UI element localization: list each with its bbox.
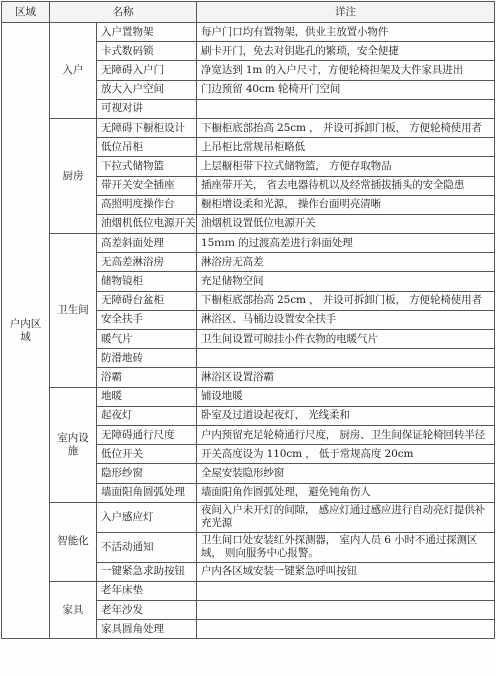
table-row xyxy=(2,387,495,406)
item-note-cell: 卧室及过道设起夜灯， 光线柔和 xyxy=(197,406,495,425)
item-note-cell: 净宽达到 1m 的入户尺寸，方便轮椅担架及大件家具进出 xyxy=(197,61,495,80)
item-note-cell: 下橱柜底部抬高 25cm ， 并设可拆卸门板， 方便轮椅使用者 xyxy=(197,291,495,310)
table-row xyxy=(2,581,495,600)
table-header-row xyxy=(2,2,495,23)
subarea-cell: 入户 xyxy=(50,23,97,119)
item-note-cell: 每户门口均有置物架，供业主放置小物件 xyxy=(197,23,495,42)
item-name-cell: 不活动通知 xyxy=(97,532,197,562)
header-region: 区域 xyxy=(2,2,50,23)
item-name-cell: 无障碍台盆柜 xyxy=(97,291,197,310)
item-note-cell xyxy=(197,601,495,620)
item-note-cell: 全屋安装隐形纱窗 xyxy=(197,464,495,483)
item-name-cell: 老年床垫 xyxy=(97,581,197,600)
item-name-cell: 浴霸 xyxy=(97,368,197,387)
item-name-cell: 下拉式储物篮 xyxy=(97,157,197,176)
item-note-cell xyxy=(197,581,495,600)
item-name-cell: 入户置物架 xyxy=(97,23,197,42)
subarea-cell: 室内设施 xyxy=(50,387,97,502)
item-note-cell: 橱柜增设柔和光源， 操作台面明亮清晰 xyxy=(197,195,495,214)
item-name-cell: 卡式数码锁 xyxy=(97,42,197,61)
item-note-cell xyxy=(197,99,495,118)
item-name-cell: 低位开关 xyxy=(97,445,197,464)
item-name-cell: 一键紧急求助按钮 xyxy=(97,562,197,581)
item-note-cell: 插座带开关， 省去电器待机以及经常插拔插头的安全隐患 xyxy=(197,176,495,195)
item-note-cell: 上吊柜比常规吊柜略低 xyxy=(197,138,495,157)
item-name-cell: 带开关安全插座 xyxy=(97,176,197,195)
region-cell: 户内区域 xyxy=(2,23,50,639)
item-name-cell: 地暖 xyxy=(97,387,197,406)
item-note-cell: 墙面阳角作圆弧处理， 避免钝角伤人 xyxy=(197,483,495,502)
item-name-cell: 起夜灯 xyxy=(97,406,197,425)
item-note-cell: 油烟机设置低位电源开关 xyxy=(197,214,495,233)
item-note-cell: 户内各区域安装一键紧急呼叫按钮 xyxy=(197,562,495,581)
item-name-cell: 老年沙发 xyxy=(97,601,197,620)
item-note-cell: 淋浴区设置浴霸 xyxy=(197,368,495,387)
item-note-cell: 户内预留充足轮椅通行尺度， 厨房、卫生间保证轮椅回转半径 xyxy=(197,425,495,444)
item-note-cell: 门边预留 40cm 轮椅开门空间 xyxy=(197,80,495,99)
item-name-cell: 无障碍入户门 xyxy=(97,61,197,80)
table-row xyxy=(2,502,495,532)
item-name-cell: 高差斜面处理 xyxy=(97,234,197,253)
item-note-cell: 夜间入户未开灯的间隙， 感应灯通过感应进行自动亮灯提供补充光源 xyxy=(197,502,495,532)
item-note-cell: 卫生间口处安装红外探测器， 室内人员 6 小时不通过探测区域， 则向服务中心报警。 xyxy=(197,532,495,562)
item-name-cell: 暖气片 xyxy=(97,330,197,349)
item-note-cell: 淋浴区、马桶边设置安全扶手 xyxy=(197,310,495,329)
item-name-cell: 油烟机低位电源开关 xyxy=(97,214,197,233)
item-name-cell: 安全扶手 xyxy=(97,310,197,329)
table-row xyxy=(2,23,495,42)
item-name-cell: 放大入户空间 xyxy=(97,80,197,99)
item-name-cell: 无障碍通行尺度 xyxy=(97,425,197,444)
table-row xyxy=(2,118,495,137)
item-name-cell: 家具圆角处理 xyxy=(97,620,197,639)
table-body xyxy=(2,23,495,639)
item-name-cell: 无障碍下橱柜设计 xyxy=(97,118,197,137)
item-note-cell: 充足储物空间 xyxy=(197,272,495,291)
item-name-cell: 无高差淋浴房 xyxy=(97,253,197,272)
item-name-cell: 储物镜柜 xyxy=(97,272,197,291)
header-name: 名称 xyxy=(50,2,197,23)
item-note-cell: 15ｍｍ 的过渡高差进行斜面处理 xyxy=(197,234,495,253)
item-note-cell: 铺设地暖 xyxy=(197,387,495,406)
item-name-cell: 墙面阳角圆弧处理 xyxy=(97,483,197,502)
item-name-cell: 可视对讲 xyxy=(97,99,197,118)
table-row xyxy=(2,234,495,253)
item-note-cell xyxy=(197,620,495,639)
item-note-cell: 上层橱柜带下拉式储物篮， 方便存取物品 xyxy=(197,157,495,176)
item-name-cell: 隐形纱窗 xyxy=(97,464,197,483)
facility-spec-table xyxy=(1,1,495,639)
subarea-cell: 智能化 xyxy=(50,502,97,581)
item-note-cell: 刷卡开门，免去对钥匙孔的繁琐，安全便捷 xyxy=(197,42,495,61)
item-name-cell: 防滑地砖 xyxy=(97,349,197,368)
item-note-cell: 下橱柜底部抬高 25cm ， 并设可拆卸门板， 方便轮椅使用者 xyxy=(197,118,495,137)
item-name-cell: 低位吊柜 xyxy=(97,138,197,157)
item-name-cell: 入户感应灯 xyxy=(97,502,197,532)
item-note-cell: 淋浴房无高差 xyxy=(197,253,495,272)
item-note-cell: 卫生间设置可晾挂小件衣物的电暖气片 xyxy=(197,330,495,349)
subarea-cell: 厨房 xyxy=(50,118,97,233)
item-note-cell: 开关高度设为 110cm ， 低于常规高度 20cm xyxy=(197,445,495,464)
item-name-cell: 高照明度操作台 xyxy=(97,195,197,214)
subarea-cell: 家具 xyxy=(50,581,97,639)
item-note-cell xyxy=(197,349,495,368)
subarea-cell: 卫生间 xyxy=(50,234,97,388)
header-note: 详注 xyxy=(197,2,495,23)
